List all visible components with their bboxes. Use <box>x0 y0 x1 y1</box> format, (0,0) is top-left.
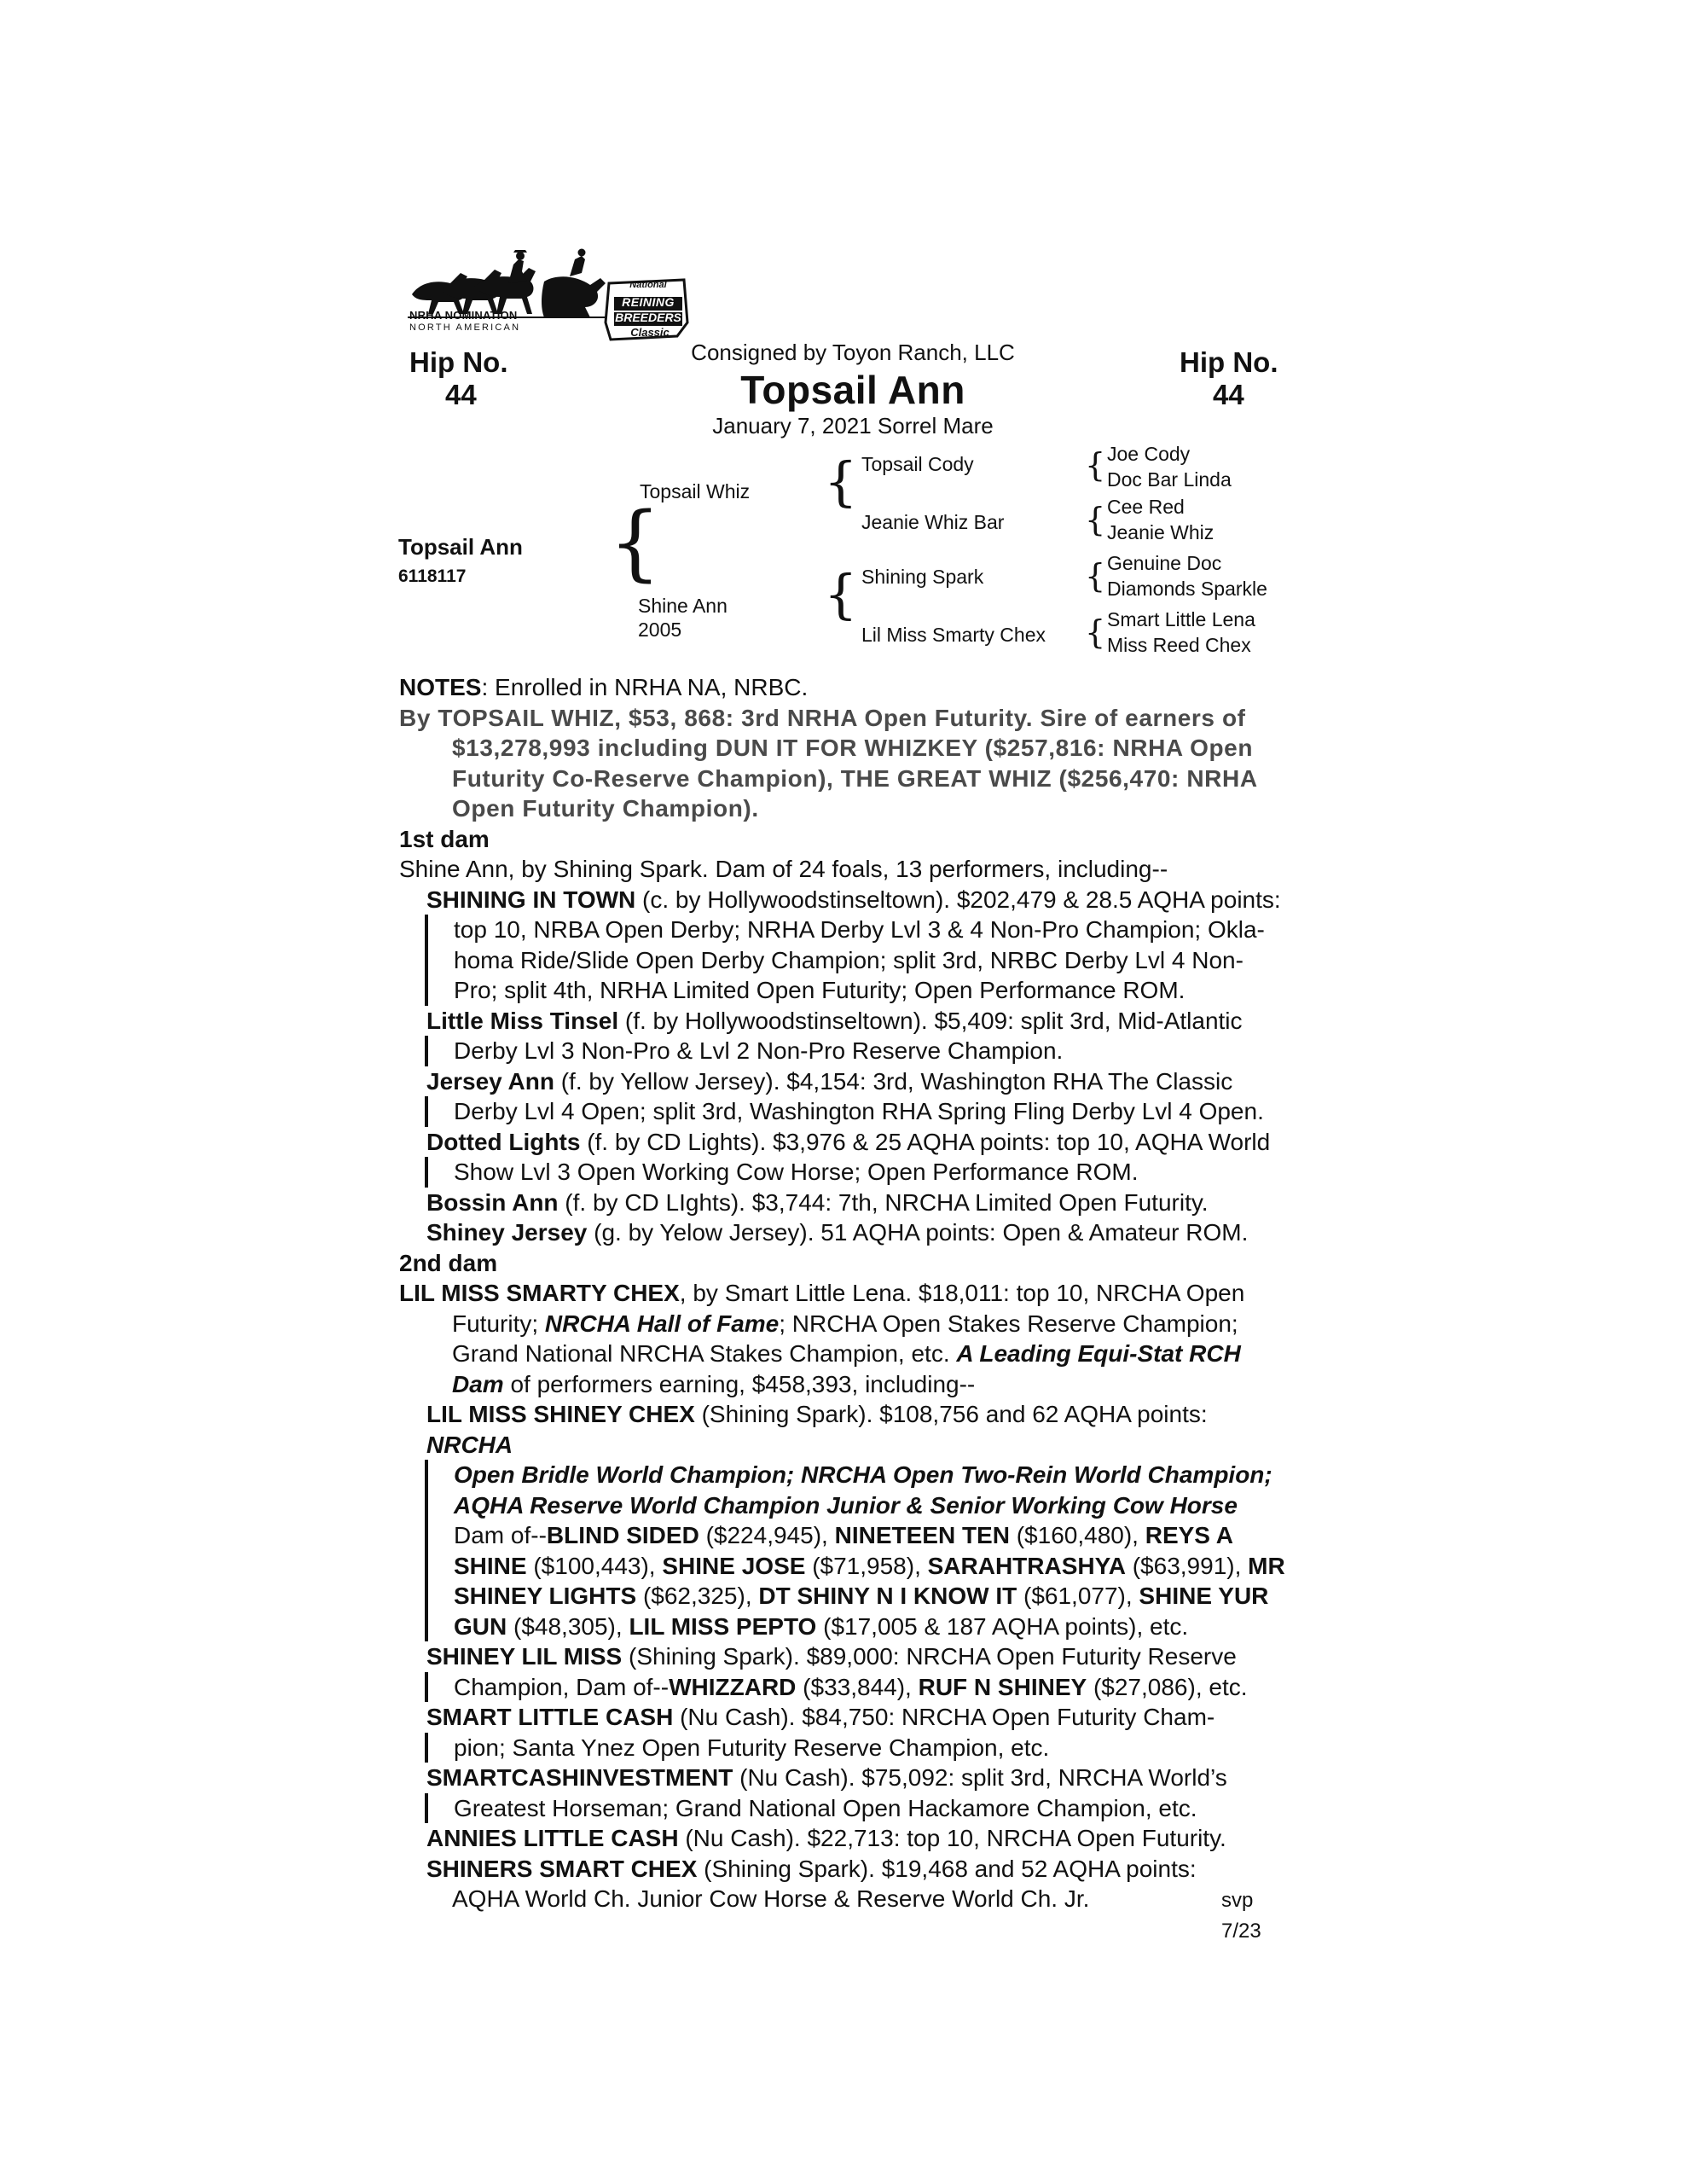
pedigree-dam-sire: Shining Spark <box>861 566 984 588</box>
produce-continuation <box>425 1793 1295 1824</box>
logo-text-nomination: NRHA NOMINATION <box>409 309 518 322</box>
produce-entry <box>426 885 1295 1006</box>
produce-text: ($63,991), <box>1125 1552 1249 1579</box>
hip-number-right: 44 <box>1213 379 1244 410</box>
offspring-name: SHINE YUR <box>1139 1583 1269 1609</box>
produce-entry <box>426 1641 1295 1702</box>
produce-text: (f. by Yellow Jersey). $4,154: 3rd, Washington RHA The Classic <box>554 1067 1233 1095</box>
second-dam-text: Grand National NRCHA Stakes Champion, etc. <box>452 1340 957 1367</box>
notes-label: NOTES <box>399 674 482 700</box>
badge-text-classic: Classic <box>630 326 670 339</box>
produce-name: SHINERS SMART CHEX <box>426 1855 698 1882</box>
produce-entry <box>426 1006 1295 1066</box>
pedigree-g1: Joe Cody <box>1107 443 1191 465</box>
hip-number-left: 44 <box>445 379 477 410</box>
produce-text: ($48,305), <box>507 1612 629 1640</box>
hip-label-left: Hip No. <box>409 346 508 378</box>
produce-text: Pro; split 4th, NRHA Limited Open Futurity; Open Performance ROM. <box>454 977 1186 1003</box>
produce-text: ($17,005 & 187 AQHA points), etc. <box>816 1612 1189 1640</box>
second-dam-honor: A Leading Equi-Stat RCH <box>956 1340 1241 1367</box>
second-dam-honor: Dam <box>452 1370 504 1397</box>
produce-text: top 10, NRBA Open Derby; NRHA Derby Lvl 3 & 4 Non-Pro Champion; Okla- <box>454 916 1265 943</box>
pedigree-g5: Genuine Doc <box>1107 552 1222 574</box>
pedigree-dam-dam: Lil Miss Smarty Chex <box>861 624 1046 646</box>
second-dam-heading: 2nd dam <box>399 1249 498 1276</box>
brace-icon: { <box>824 563 858 625</box>
offspring-name: SARAHTRASHYA <box>927 1552 1126 1579</box>
nrha-nrbc-logo <box>408 247 689 343</box>
pedigree-sire: Topsail Whiz <box>640 480 751 502</box>
produce-text: ($61,077), <box>1017 1583 1139 1609</box>
notes-line <box>399 672 1295 703</box>
pedigree-g4: Jeanie Whiz <box>1107 521 1215 543</box>
badge-text-breeders: BREEDERS <box>615 311 681 324</box>
produce-text: (Shining Spark). $89,000: NRCHA Open Futurity Reserve <box>622 1643 1237 1670</box>
pedigree-reg-number: 6118117 <box>398 566 467 586</box>
produce-text: Dam of-- <box>454 1522 547 1548</box>
produce-text: (Shining Spark). $108,756 and 62 AQHA points: <box>694 1401 1208 1427</box>
produce-name: SHINING IN TOWN <box>426 886 636 913</box>
produce-continuation <box>425 1733 1295 1763</box>
first-dam-intro: Shine Ann, by Shining Spark. Dam of 24 foals, 13 performers, including-- <box>399 856 1168 882</box>
brace-icon: { <box>1085 501 1106 538</box>
produce-name: Jersey Ann <box>426 1067 554 1095</box>
notes-text: : Enrolled in NRHA NA, NRBC. <box>481 674 809 700</box>
offspring-name: MR <box>1248 1552 1285 1579</box>
produce-text: ($71,958), <box>805 1552 928 1579</box>
brace-icon: { <box>1085 446 1106 484</box>
produce-continuation <box>425 1036 1295 1066</box>
produce-name: SMARTCASHINVESTMENT <box>426 1764 733 1791</box>
brace-icon: { <box>824 450 858 513</box>
offspring-name: WHIZZARD <box>669 1673 797 1700</box>
produce-entry <box>426 1823 1295 1854</box>
pedigree-subject-name: Topsail Ann <box>398 534 523 560</box>
sire-line: $13,278,993 including DUN IT FOR WHIZKEY ($257,816: NRHA Open <box>452 735 1254 761</box>
produce-entry <box>426 1217 1295 1248</box>
logo-text-north-american: NORTH AMERICAN <box>409 322 521 333</box>
produce-name: SMART LITTLE CASH <box>426 1704 674 1730</box>
produce-text: (f. by Hollywoodstinseltown). $5,409: split 3rd, Mid-Atlantic <box>618 1007 1243 1034</box>
second-dam-text: of performers earning, $458,393, including-- <box>503 1370 976 1397</box>
badge-text-reining: REINING <box>622 295 675 309</box>
consignor-line: Consigned by Toyon Ranch, LLC <box>691 340 1015 365</box>
catalog-body <box>399 672 1295 1943</box>
produce-text: (c. by Hollywoodstinseltown). $202,479 & 28.5 AQHA points: <box>635 886 1281 913</box>
second-dam-text: Futurity; <box>452 1310 545 1337</box>
produce-entry <box>426 1854 1295 1943</box>
produce-text: Derby Lvl 4 Open; split 3rd, Washington RHA Spring Fling Derby Lvl 4 Open. <box>454 1098 1264 1124</box>
produce-name: Little Miss Tinsel <box>426 1007 619 1034</box>
offspring-name: NINETEEN TEN <box>834 1522 1010 1548</box>
produce-text: Greatest Horseman; Grand National Open Hackamore Champion, etc. <box>454 1794 1197 1821</box>
second-dam-intro <box>399 1278 1295 1399</box>
sire-line: Futurity Co-Reserve Champion), THE GREAT WHIZ ($256,470: NRHA <box>452 764 1258 792</box>
brace-icon: { <box>1085 613 1106 651</box>
second-dam-name: LIL MISS SMARTY CHEX <box>399 1280 680 1306</box>
brace-icon: { <box>1085 557 1106 595</box>
produce-name: Dotted Lights <box>426 1128 581 1155</box>
sire-line: Open Futurity Champion). <box>452 795 759 822</box>
produce-text: ($27,086), etc. <box>1087 1673 1248 1700</box>
pedigree-g2: Doc Bar Linda <box>1107 468 1232 491</box>
produce-entry <box>426 1399 1295 1641</box>
produce-text: Show Lvl 3 Open Working Cow Horse; Open Performance ROM. <box>454 1159 1139 1185</box>
produce-text: (Nu Cash). $22,713: top 10, NRCHA Open Futurity. <box>678 1825 1226 1851</box>
second-dam-text: ; NRCHA Open Stakes Reserve Champion; <box>779 1310 1238 1337</box>
produce-name: Shiney Jersey <box>426 1219 588 1246</box>
produce-continuation <box>425 1460 1295 1641</box>
first-dam-heading: 1st dam <box>399 825 490 852</box>
offspring-name: RUF N SHINEY <box>918 1673 1087 1700</box>
produce-text: (Nu Cash). $84,750: NRCHA Open Futurity Cham- <box>673 1704 1215 1730</box>
produce-text: ($224,945), <box>699 1522 835 1548</box>
offspring-name: DT SHINY N I KNOW IT <box>758 1583 1017 1609</box>
produce-entry <box>426 1127 1295 1188</box>
offspring-name: SHINE <box>454 1552 527 1579</box>
sire-summary <box>399 703 1295 824</box>
produce-text: ($62,325), <box>636 1583 759 1609</box>
produce-honor: NRCHA <box>426 1431 513 1458</box>
footer-code: svp 7/23 <box>1221 1889 1261 1943</box>
produce-text: pion; Santa Ynez Open Futurity Reserve Champion, etc. <box>454 1734 1050 1761</box>
produce-text: homa Ride/Slide Open Derby Champion; split 3rd, NRBC Derby Lvl 4 Non- <box>454 946 1244 973</box>
produce-continuation <box>425 915 1295 1006</box>
page-title: Topsail Ann <box>740 368 965 412</box>
produce-text: ($33,844), <box>796 1673 919 1700</box>
produce-text: (g. by Yelow Jersey). 51 AQHA points: Open & Amateur ROM. <box>587 1219 1249 1246</box>
pedigree-g7: Smart Little Lena <box>1107 608 1255 630</box>
second-dam-honor: NRCHA Hall of Fame <box>544 1310 780 1337</box>
produce-continuation <box>425 1672 1295 1703</box>
produce-name: SHINEY LIL MISS <box>426 1643 623 1670</box>
pedigree-sire-sire: Topsail Cody <box>861 453 974 475</box>
produce-text: (f. by CD Lights). $3,976 & 25 AQHA points: top 10, AQHA World <box>580 1128 1271 1155</box>
badge-text-national: National <box>629 280 667 290</box>
produce-entry <box>426 1702 1295 1763</box>
produce-text: Champion, Dam of-- <box>454 1673 670 1700</box>
produce-name: LIL MISS SHINEY CHEX <box>426 1401 695 1427</box>
produce-entry <box>426 1066 1295 1127</box>
produce-text: (Shining Spark). $19,468 and 52 AQHA points: <box>697 1855 1197 1882</box>
second-dam-text: , by Smart Little Lena. $18,011: top 10, NRCHA Open <box>679 1280 1245 1306</box>
produce-name: Bossin Ann <box>426 1188 559 1216</box>
produce-name: ANNIES LITTLE CASH <box>426 1825 679 1851</box>
produce-text: ($160,480), <box>1009 1522 1145 1548</box>
produce-text: ($100,443), <box>526 1552 663 1579</box>
produce-continuation <box>425 1096 1295 1127</box>
sire-line: By TOPSAIL WHIZ, $53, 868: 3rd NRHA Open Futurity. Sire of earners of <box>399 704 1246 731</box>
produce-text: (f. by CD LIghts). $3,744: 7th, NRCHA Limited Open Futurity. <box>558 1188 1209 1216</box>
produce-text: Derby Lvl 3 Non-Pro & Lvl 2 Non-Pro Reserve Champion. <box>454 1037 1064 1064</box>
pedigree-dam: Shine Ann <box>638 595 728 617</box>
pedigree-sire-dam: Jeanie Whiz Bar <box>861 511 1005 533</box>
offspring-name: LIL MISS PEPTO <box>629 1612 817 1640</box>
offspring-name: SHINEY LIGHTS <box>454 1583 637 1609</box>
offspring-name: REYS A <box>1145 1522 1233 1548</box>
produce-entry <box>426 1188 1295 1218</box>
offspring-name: SHINE JOSE <box>662 1552 806 1579</box>
offspring-name: GUN <box>454 1612 507 1640</box>
hip-label-right: Hip No. <box>1180 346 1278 378</box>
produce-honor: AQHA Reserve World Champion Junior & Senior Working Cow Horse <box>454 1491 1238 1519</box>
pedigree-g8: Miss Reed Chex <box>1107 634 1251 656</box>
produce-continuation <box>425 1157 1295 1188</box>
produce-honor: Open Bridle World Champion; NRCHA Open Two-Rein World Champion; <box>454 1461 1272 1488</box>
pedigree-dam-year: 2005 <box>638 619 682 641</box>
pedigree-g6: Diamonds Sparkle <box>1107 578 1267 600</box>
brace-icon: { <box>609 495 662 590</box>
produce-entry <box>426 1763 1295 1823</box>
produce-text: AQHA World Ch. Junior Cow Horse & Reserve World Ch. Jr. <box>452 1885 1090 1912</box>
pedigree-g3: Cee Red <box>1107 496 1185 518</box>
offspring-name: BLIND SIDED <box>546 1522 699 1548</box>
horse-description: January 7, 2021 Sorrel Mare <box>712 413 994 439</box>
produce-text: (Nu Cash). $75,092: split 3rd, NRCHA World’s <box>733 1764 1227 1791</box>
